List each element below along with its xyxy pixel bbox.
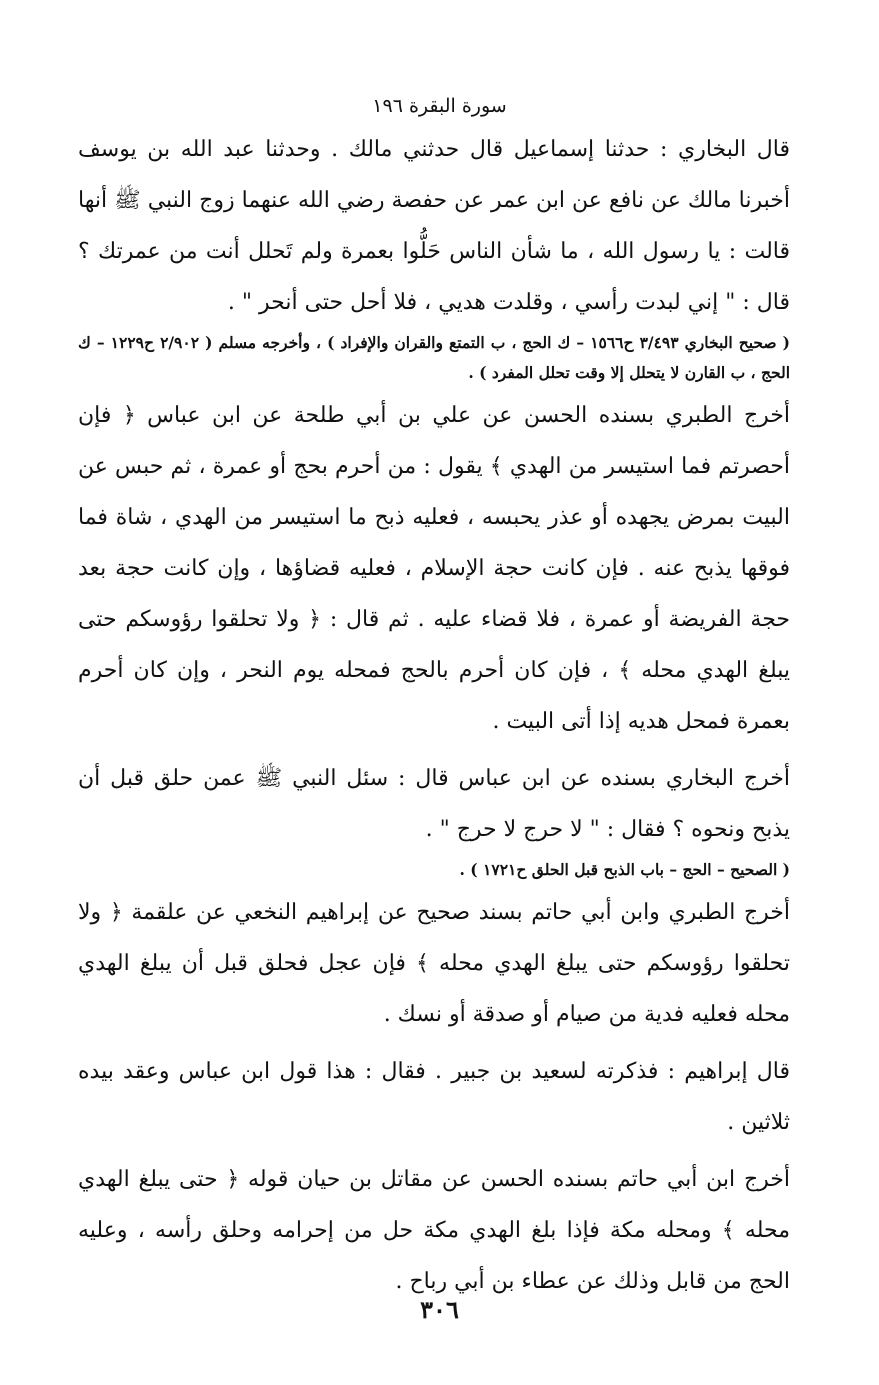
tafsir-paragraph-nakhai-alqama: أخرج الطبري وابن أبي حاتم بسند صحيح عن إبراهيم النخعي عن علقمة ﴿ ولا تحلقوا رؤوسكم حتى يبلغ الهدي محله ﴾ فإن عجل فحلق قبل أن يبلغ الهدي محله فعليه فدية من صيام أو صدقة أو نسك . <box>78 900 790 1027</box>
hadith-paragraph-bukhari-ibn-abbas: أخرج البخاري بسنده عن ابن عباس قال : سئل النبي ﷺ عمن حلق قبل أن يذبح ونحوه ؟ فقال : " لا حرج لا حرج " . <box>78 766 790 842</box>
citation-note-bukhari-muslim: ( صحيح البخاري ٣/٤٩٣ ح١٥٦٦ – ك الحج ، ب التمتع والقران والإفراد ) ، وأخرجه مسلم ( ٢/٩٠٢ ح١٢٢٩ – ك الحج ، ب القارن لا يتحلل إلا وقت تحلل المفرد ) . <box>78 333 790 382</box>
citation-note-sahih: ( الصحيح – الحج – باب الذبح قبل الحلق ح١٧٢١ ) . <box>459 860 790 879</box>
running-header: سورة البقرة ١٩٦ <box>372 95 507 117</box>
page-number: ٣٠٦ <box>420 1295 459 1324</box>
page-body <box>78 124 790 1307</box>
tafsir-paragraph-muqatil: أخرج ابن أبي حاتم بسنده الحسن عن مقاتل بن حيان قوله ﴿ حتى يبلغ الهدي محله ﴾ ومحله مكة فإذا بلغ الهدي مكة حل من إحرامه وحلق رأسه ، وعليه الحج من قابل وذلك عن عطاء بن أبي رباح . <box>78 1167 790 1294</box>
tafsir-paragraph-tabari-ibn-abbas: أخرج الطبري بسنده الحسن عن علي بن أبي طلحة عن ابن عباس ﴿ فإن أحصرتم فما استيسر من الهدي ﴾ يقول : من أحرم بحج أو عمرة ، ثم حبس عن البيت بمرض يجهده أو عذر يحبسه ، فعليه ذبح ما استيسر من الهدي ، شاة فما فوقها يذبح عنه . فإن كانت حجة الإسلام ، فعليه قضاؤها ، وإن كانت حجة بعد حجة الفريضة أو عمرة ، فلا قضاء عليه . ثم قال : ﴿ ولا تحلقوا رؤوسكم حتى يبلغ الهدي محله ﴾ ، فإن كان أحرم بالحج فمحله يوم النحر ، وإن كان أحرم بعمرة فمحل هديه إذا أتى البيت . <box>78 403 790 734</box>
hadith-paragraph-bukhari-hafsa: قال البخاري : حدثنا إسماعيل قال حدثني مالك . وحدثنا عبد الله بن يوسف أخبرنا مالك عن نافع عن ابن عمر عن حفصة رضي الله عنهما زوج النبي ﷺ أنها قالت : يا رسول الله ، ما شأن الناس حَلُّوا بعمرة ولم تَحلل أنت من عمرتك ؟ قال : " إني لبدت رأسي ، وقلدت هديي ، فلا أحل حتى أنحر " . <box>78 137 790 315</box>
tafsir-paragraph-ibrahim-saeed: قال إبراهيم : فذكرته لسعيد بن جبير . فقال : هذا قول ابن عباس وعقد بيده ثلاثين . <box>78 1059 790 1135</box>
